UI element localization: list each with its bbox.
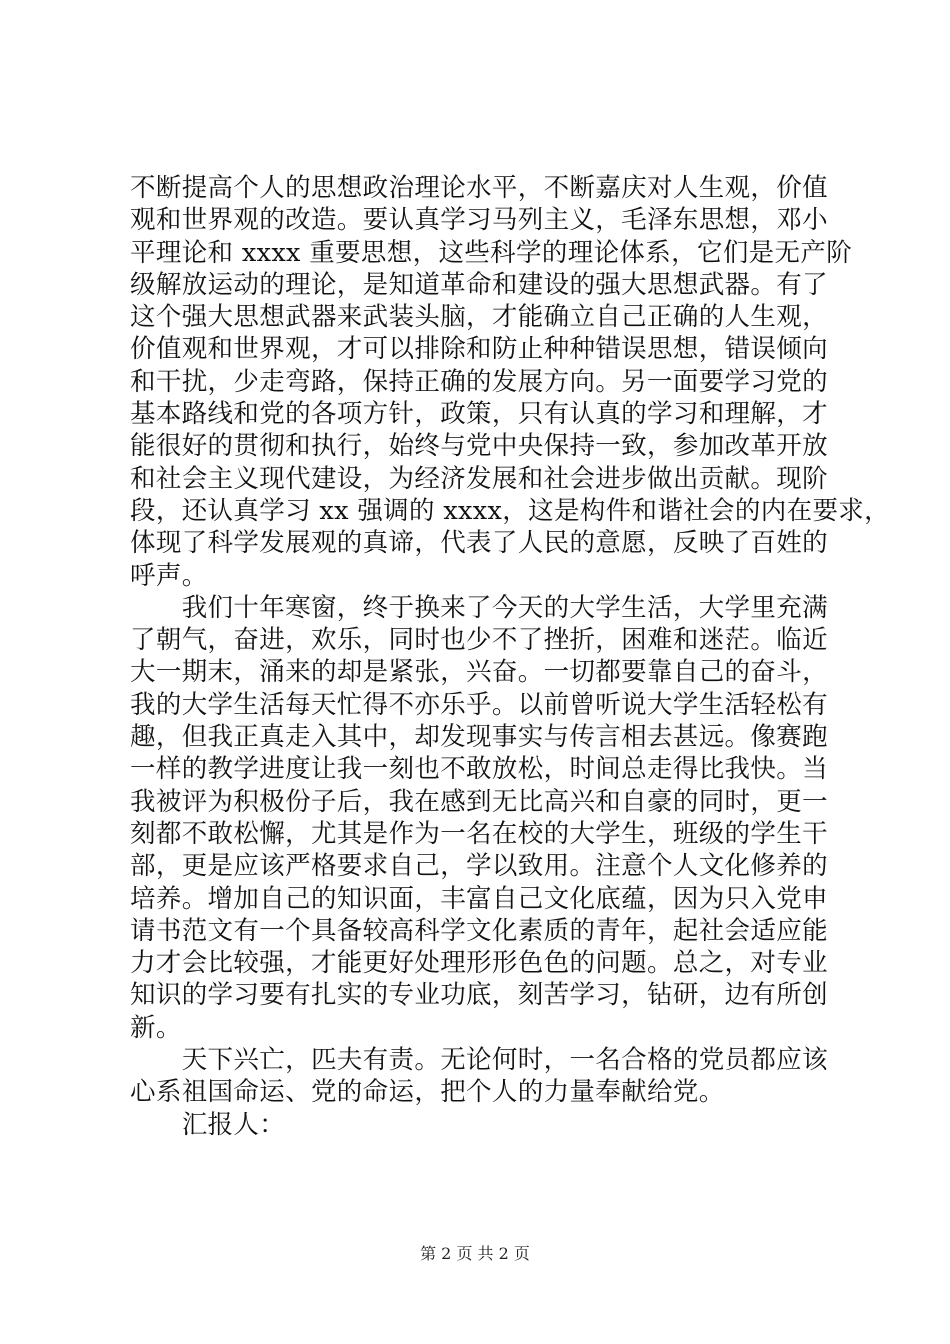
text-line: 级解放运动的理论，是知道革命和建设的强大思想武器。有了 <box>130 269 828 300</box>
text-line: 大一期末，涌来的却是紧张，兴奋。一切都要靠自己的奋斗， <box>130 657 828 688</box>
text-line: 价值观和世界观，才可以排除和防止种种错误思想，错误倾向 <box>130 334 828 365</box>
text-line: 力才会比较强，才能更好处理形形色色的问题。总之，对专业 <box>130 948 828 979</box>
text-line: 和干扰，少走弯路，保持正确的发展方向。另一面要学习党的 <box>130 366 828 397</box>
text-line: 汇报人： <box>130 1109 286 1140</box>
text-line: 部，更是应该严格要求自己，学以致用。注意个人文化修养的 <box>130 851 828 882</box>
text-line: 一样的教学进度让我一刻也不敢放松，时间总走得比我快。当 <box>130 754 828 785</box>
text-line: 观和世界观的改造。要认真学习马列主义，毛泽东思想，邓小 <box>130 205 828 236</box>
text-line: 刻都不敢松懈，尤其是作为一名在校的大学生，班级的学生干 <box>130 818 828 849</box>
text-line: 请书范文有一个具备较高科学文化素质的青年，起社会适应能 <box>130 915 828 946</box>
page-footer <box>0 1243 950 1265</box>
text-line: 我的大学生活每天忙得不亦乐乎。以前曾听说大学生活轻松有 <box>130 689 828 720</box>
text-line: 基本路线和党的各项方针，政策，只有认真的学习和理解，才 <box>130 399 828 430</box>
text-line: 趣，但我正真走入其中，却发现事实与传言相去甚远。像赛跑 <box>130 722 828 753</box>
text-line: 平理论和 xxxx 重要思想，这些科学的理论体系，它们是无产阶 <box>130 237 853 268</box>
text-line: 培养。增加自己的知识面，丰富自己文化底蕴，因为只入党申 <box>130 883 828 914</box>
text-line: 知识的学习要有扎实的专业功底，刻苦学习，钻研，边有所创 <box>130 980 828 1011</box>
text-line: 新。 <box>130 1012 182 1043</box>
text-line: 这个强大思想武器来武装头脑，才能确立自己正确的人生观， <box>130 302 828 333</box>
text-line: 天下兴亡，匹夫有责。无论何时，一名合格的党员都应该 <box>130 1045 828 1076</box>
document-body <box>130 172 891 1141</box>
text-line: 和社会主义现代建设，为经济发展和社会进步做出贡献。现阶 <box>130 463 828 494</box>
text-line: 段，还认真学习 xx 强调的 xxxx，这是构件和谐社会的内在要求， <box>130 495 891 526</box>
text-line: 我们十年寒窗，终于换来了今天的大学生活，大学里充满 <box>130 592 828 623</box>
text-line: 我被评为积极份子后，我在感到无比高兴和自豪的同时，更一 <box>130 786 828 817</box>
text-line: 呼声。 <box>130 560 208 591</box>
text-line: 了朝气，奋进，欢乐，同时也少不了挫折，困难和迷茫。临近 <box>130 625 828 656</box>
page-number-label: 第 2 页 共 2 页 <box>420 1244 530 1263</box>
text-line: 体现了科学发展观的真谛，代表了人民的意愿，反映了百姓的 <box>130 528 828 559</box>
text-line: 能很好的贯彻和执行，始终与党中央保持一致，参加改革开放 <box>130 431 828 462</box>
text-line: 心系祖国命运、党的命运，把个人的力量奉献给党。 <box>130 1077 725 1108</box>
text-line: 不断提高个人的思想政治理论水平，不断嘉庆对人生观，价值 <box>130 173 828 203</box>
